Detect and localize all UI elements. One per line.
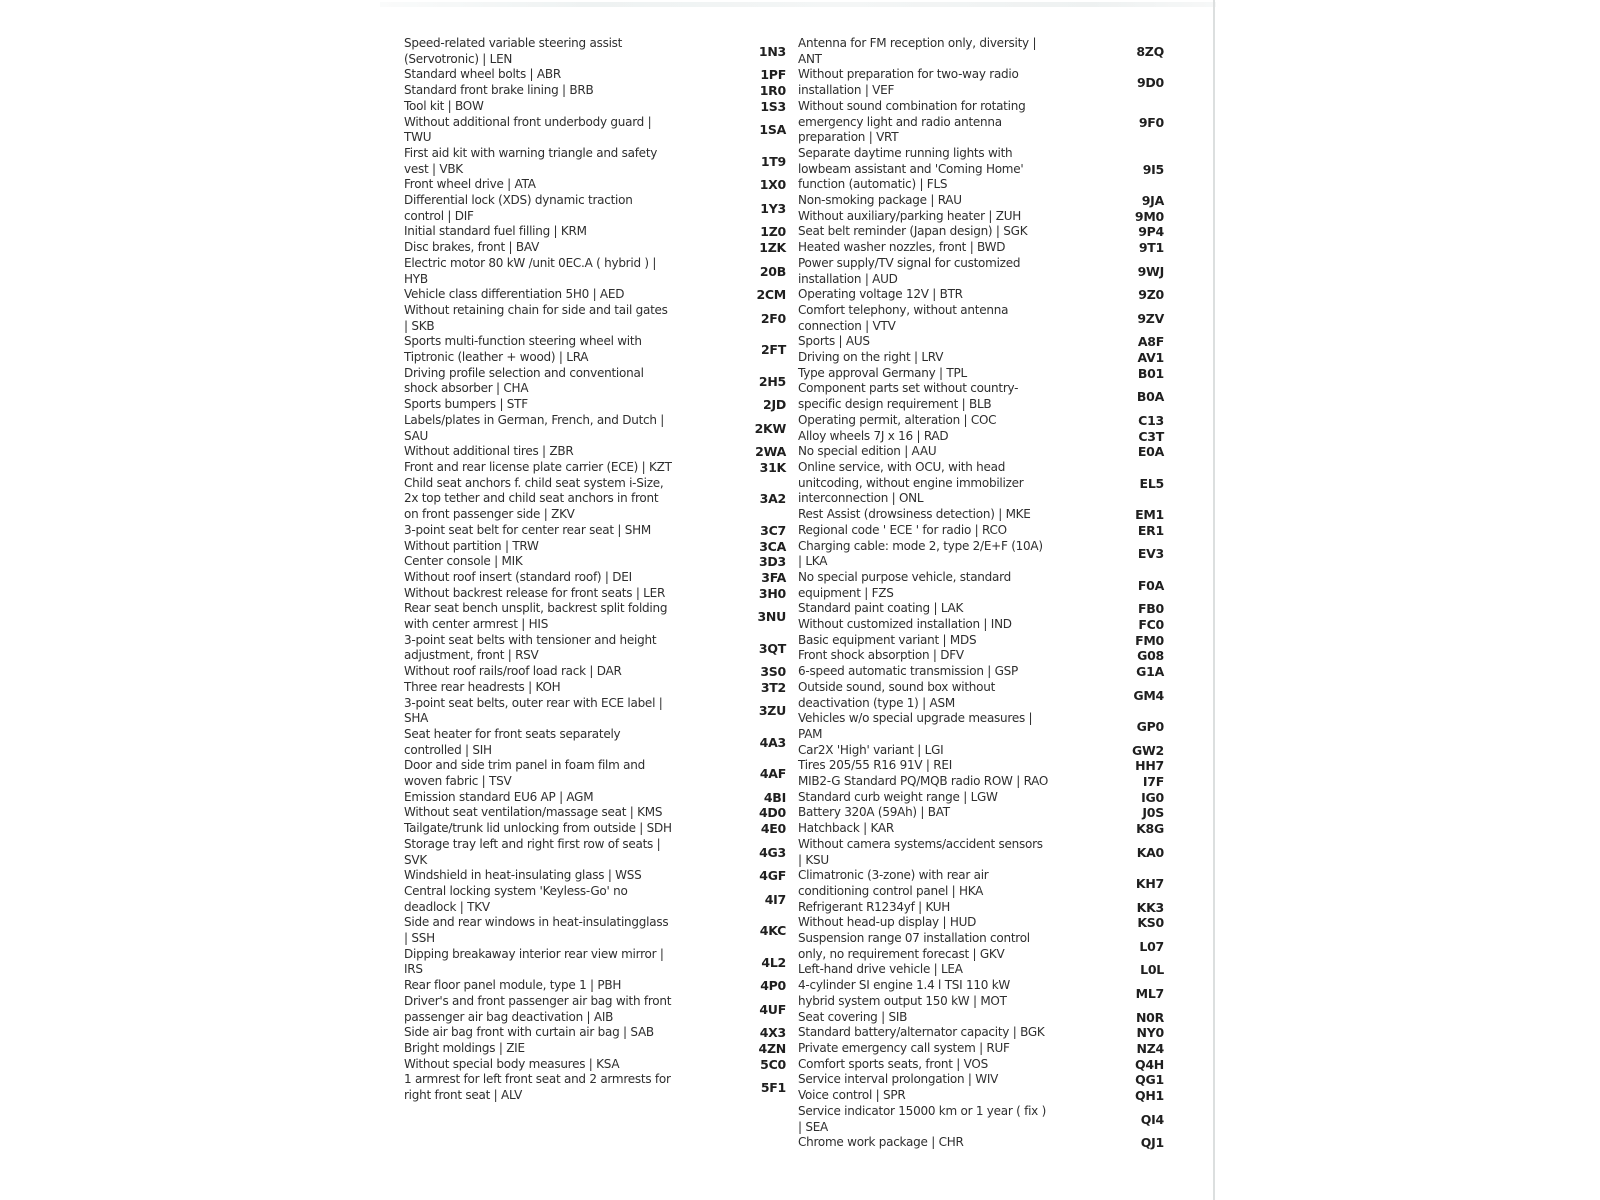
option-code: G08 xyxy=(1137,648,1164,664)
option-description: Sports multi-function steering wheel with Tiptronic (leather + wood) | LRA xyxy=(404,334,642,365)
option-code: I7F xyxy=(1142,774,1164,790)
option-description: 1 armrest for left front seat and 2 armrests for right front seat | ALV xyxy=(404,1072,671,1103)
option-row xyxy=(404,633,786,664)
option-row xyxy=(798,1135,1164,1151)
option-description: Front and rear license plate carrier (ECE) | KZT xyxy=(404,459,672,474)
option-description: Tires 205/55 R16 91V | REI xyxy=(798,758,952,773)
option-code: 4ZN xyxy=(758,1041,786,1056)
option-code: 3H0 xyxy=(758,585,786,601)
option-code: L07 xyxy=(1139,938,1164,954)
option-row xyxy=(798,680,1164,711)
option-description: Service interval prolongation | WIV xyxy=(798,1072,999,1087)
option-description: Initial standard fuel filling | KRM xyxy=(404,224,587,239)
option-description: Front wheel drive | ATA xyxy=(404,177,536,192)
option-description: Separate daytime running lights with lowbeam assistant and 'Coming Home' function (automatic) | FLS xyxy=(798,145,1024,192)
option-row xyxy=(404,1057,786,1073)
option-code: 2WA xyxy=(755,444,786,460)
option-description: MIB2-G Standard PQ/MQB radio ROW | RAO xyxy=(798,774,1049,789)
option-description: Emission standard EU6 AP | AGM xyxy=(404,789,594,804)
option-description: Driving on the right | LRV xyxy=(798,350,944,365)
option-code: 3T2 xyxy=(760,679,786,695)
option-description: Door and side trim panel in foam film and woven fabric | TSV xyxy=(404,758,645,789)
option-description: Battery 320A (59Ah) | BAT xyxy=(798,805,950,820)
option-code: 9WJ xyxy=(1137,263,1164,279)
option-row xyxy=(404,256,786,287)
option-code: N0R xyxy=(1135,1009,1164,1025)
option-description: Operating voltage 12V | BTR xyxy=(798,287,963,302)
option-row xyxy=(798,774,1164,790)
option-description: Without camera systems/accident sensors | KSU xyxy=(798,836,1043,867)
option-code: IG0 xyxy=(1141,789,1164,805)
option-code: FB0 xyxy=(1137,601,1164,617)
option-description: Heated washer nozzles, front | BWD xyxy=(798,240,1006,255)
option-description: Sports | AUS xyxy=(798,334,870,349)
option-row xyxy=(798,931,1164,962)
option-row xyxy=(798,334,1164,350)
option-description: Standard curb weight range | LGW xyxy=(798,789,998,804)
option-code: 9Z0 xyxy=(1138,287,1164,303)
option-row xyxy=(404,790,786,806)
option-code: 4BI xyxy=(763,789,786,805)
option-row xyxy=(404,1041,786,1057)
option-row xyxy=(798,67,1164,98)
option-description: Comfort telephony, without antenna connection | VTV xyxy=(798,302,1009,333)
option-row xyxy=(404,727,786,758)
option-row xyxy=(798,209,1164,225)
option-code: 2FT xyxy=(760,342,786,358)
option-description: Service indicator 15000 km or 1 year ( fix ) | SEA xyxy=(798,1103,1047,1134)
equipment-codes-table-left xyxy=(404,36,786,1104)
option-row xyxy=(798,240,1164,256)
option-code: B0A xyxy=(1136,389,1164,405)
option-code: QG1 xyxy=(1135,1072,1164,1088)
option-code: 1T9 xyxy=(760,153,786,169)
option-row xyxy=(798,444,1164,460)
option-description: Refrigerant R1234yf | KUH xyxy=(798,899,951,914)
option-code: 4D0 xyxy=(758,805,786,821)
option-code: C13 xyxy=(1138,412,1164,428)
option-code: F0A xyxy=(1137,577,1164,593)
option-code: AV1 xyxy=(1137,350,1164,366)
option-description: Suspension range 07 installation control only, no requirement forecast | GKV xyxy=(798,931,1030,961)
option-description: Without additional tires | ZBR xyxy=(404,444,574,459)
option-code: GM4 xyxy=(1133,687,1164,703)
option-row xyxy=(404,554,786,570)
option-code: 1S3 xyxy=(760,98,786,114)
option-description: Component parts set without country-specific design requirement | BLB xyxy=(798,381,1019,412)
option-code: 4L2 xyxy=(761,954,786,970)
option-description: Disc brakes, front | BAV xyxy=(404,240,540,255)
option-code: 2JD xyxy=(763,397,786,413)
option-description: Outside sound, sound box without deactivation (type 1) | ASM xyxy=(798,679,996,710)
option-row xyxy=(798,601,1164,617)
option-code: 20B xyxy=(759,263,786,279)
option-row xyxy=(798,711,1164,742)
option-description: Seat belt reminder (Japan design) | SGK xyxy=(798,224,1028,239)
option-code: 2H5 xyxy=(758,373,786,389)
option-row xyxy=(404,1072,786,1103)
option-description: Without head-up display | HUD xyxy=(798,915,977,930)
scan-artifact-top-edge xyxy=(380,2,1216,7)
option-code: 9T1 xyxy=(1138,240,1164,256)
option-description: Standard front brake lining | BRB xyxy=(404,83,594,98)
option-row xyxy=(798,1057,1164,1073)
option-row xyxy=(404,444,786,460)
option-code: Q4H xyxy=(1134,1056,1164,1072)
option-row xyxy=(798,99,1164,146)
option-code: NY0 xyxy=(1136,1025,1164,1041)
option-description: Without customized installation | IND xyxy=(798,617,1012,632)
option-code: B01 xyxy=(1137,365,1164,381)
option-description: Labels/plates in German, French, and Dutch | SAU xyxy=(404,412,665,443)
option-row xyxy=(404,978,786,994)
option-row xyxy=(404,680,786,696)
option-row xyxy=(798,146,1164,193)
option-row xyxy=(798,900,1164,916)
option-code: 4AF xyxy=(759,766,786,782)
option-code: KA0 xyxy=(1136,844,1164,860)
option-code: 9D0 xyxy=(1136,75,1164,91)
option-description: Child seat anchors f. child seat system i-Size, 2x top tether and child seat anchors in front on front passenger side | ZKV xyxy=(404,475,664,522)
option-description: Three rear headrests | KOH xyxy=(404,679,561,694)
option-description: Storage tray left and right first row of seats | SVK xyxy=(404,836,661,867)
option-code: 9P4 xyxy=(1138,224,1164,240)
option-code: 4UF xyxy=(759,1001,786,1017)
option-code: 4P0 xyxy=(760,978,786,994)
option-row xyxy=(798,570,1164,601)
option-description: Tool kit | BOW xyxy=(404,98,484,113)
option-description: Standard battery/alternator capacity | BGK xyxy=(798,1025,1045,1040)
option-description: Seat covering | SIB xyxy=(798,1009,908,1024)
option-description: Car2X 'High' variant | LGI xyxy=(798,742,944,757)
option-code: ER1 xyxy=(1137,522,1164,538)
option-code: EV3 xyxy=(1137,546,1164,562)
option-row xyxy=(798,648,1164,664)
option-description: Windshield in heat-insulating glass | WSS xyxy=(404,868,642,883)
option-description: Climatronic (3-zone) with rear air conditioning control panel | HKA xyxy=(798,868,989,898)
option-row xyxy=(798,743,1164,759)
option-code: GP0 xyxy=(1136,719,1164,735)
option-code: 1SA xyxy=(759,122,786,138)
option-row xyxy=(798,617,1164,633)
option-row xyxy=(404,177,786,193)
option-code: 9ZV xyxy=(1137,310,1164,326)
option-code: 3FA xyxy=(761,569,786,585)
option-code: 5F1 xyxy=(760,1080,786,1096)
option-row xyxy=(798,36,1164,67)
option-row xyxy=(404,67,786,83)
option-code: 2CM xyxy=(756,287,786,303)
option-row xyxy=(798,962,1164,978)
option-description: Left-hand drive vehicle | LEA xyxy=(798,962,963,977)
option-description: Electric motor 80 kW /unit 0EC.A ( hybrid ) | HYB xyxy=(404,255,657,286)
option-description: Voice control | SPR xyxy=(798,1088,906,1103)
option-row xyxy=(404,83,786,99)
option-code: 1N3 xyxy=(758,43,786,59)
option-row xyxy=(404,413,786,444)
option-code: 5C0 xyxy=(760,1056,786,1072)
option-code: 4E0 xyxy=(760,821,786,837)
option-row xyxy=(798,1072,1164,1088)
option-description: Speed-related variable steering assist (Servotronic) | LEN xyxy=(404,36,623,66)
option-code: 2KW xyxy=(754,420,786,436)
option-description: Alloy wheels 7J x 16 | RAD xyxy=(798,428,949,443)
option-code: 3A2 xyxy=(759,491,786,507)
equipment-codes-table-right xyxy=(798,36,1164,1151)
option-description: Front shock absorption | DFV xyxy=(798,648,964,663)
option-row xyxy=(404,805,786,821)
option-row xyxy=(798,1025,1164,1041)
option-description: Without roof rails/roof load rack | DAR xyxy=(404,664,622,679)
option-row xyxy=(798,837,1164,868)
option-code: 1X0 xyxy=(759,177,786,193)
option-row xyxy=(798,413,1164,429)
option-code: 4A3 xyxy=(759,734,786,750)
option-row xyxy=(798,1088,1164,1104)
option-description: Dipping breakaway interior rear view mirror | IRS xyxy=(404,946,664,977)
option-row xyxy=(404,994,786,1025)
option-description: Private emergency call system | RUF xyxy=(798,1041,1010,1055)
option-description: Comfort sports seats, front | VOS xyxy=(798,1056,988,1071)
option-description: First aid kit with warning triangle and safety vest | VBK xyxy=(404,145,658,176)
option-code: 1ZK xyxy=(759,240,786,256)
option-code: 9I5 xyxy=(1142,161,1164,177)
option-row xyxy=(404,664,786,680)
option-code: E0A xyxy=(1137,444,1164,460)
option-row xyxy=(404,884,786,915)
option-description: Without roof insert (standard roof) | DEI xyxy=(404,569,632,584)
option-code: NZ4 xyxy=(1136,1041,1164,1056)
option-code: J0S xyxy=(1142,805,1164,821)
option-description: 6-speed automatic transmission | GSP xyxy=(798,664,1019,679)
option-description: Central locking system 'Keyless-Go' no deadlock | TKV xyxy=(404,883,628,914)
option-description: Without sound combination for rotating emergency light and radio antenna preparation | VRT xyxy=(798,98,1026,145)
option-row xyxy=(798,287,1164,303)
option-row xyxy=(404,837,786,868)
option-code: GW2 xyxy=(1132,742,1164,758)
option-description: Seat heater for front seats separately controlled | SIH xyxy=(404,726,621,757)
option-row xyxy=(404,601,786,632)
option-description: Basic equipment variant | MDS xyxy=(798,632,977,647)
option-code: 1Z0 xyxy=(760,224,786,240)
option-code: 3NU xyxy=(757,609,786,625)
option-row xyxy=(798,868,1164,899)
option-row xyxy=(798,978,1164,1009)
option-row xyxy=(798,1010,1164,1026)
option-code: HH7 xyxy=(1135,758,1164,774)
option-code: K8G xyxy=(1136,821,1164,837)
option-description: Vehicles w/o special upgrade measures | PAM xyxy=(798,711,1033,741)
option-description: Rear seat bench unsplit, backrest split folding with center armrest | HIS xyxy=(404,601,668,632)
option-row xyxy=(404,366,786,397)
option-description: Sports bumpers | STF xyxy=(404,397,528,412)
option-row xyxy=(798,633,1164,649)
option-description: 3-point seat belts, outer rear with ECE label | SHA xyxy=(404,695,663,726)
option-row xyxy=(798,429,1164,445)
option-description: 3-point seat belt for center rear seat | SHM xyxy=(404,522,651,537)
option-row xyxy=(404,523,786,539)
option-description: Rest Assist (drowsiness detection) | MKE xyxy=(798,507,1031,522)
option-row xyxy=(404,334,786,365)
option-row xyxy=(798,350,1164,366)
option-code: 3ZU xyxy=(758,703,786,719)
option-description: Rear floor panel module, type 1 | PBH xyxy=(404,978,622,993)
option-description: Without retaining chain for side and tail gates | SKB xyxy=(404,302,668,333)
option-description: Hatchback | KAR xyxy=(798,821,894,836)
option-code: 2F0 xyxy=(760,310,786,326)
option-description: Vehicle class differentiation 5H0 | AED xyxy=(404,287,625,302)
option-row xyxy=(798,193,1164,209)
option-row xyxy=(404,539,786,555)
option-code: QI4 xyxy=(1140,1111,1164,1127)
option-code: 31K xyxy=(759,459,786,475)
option-description: Without backrest release for front seats | LER xyxy=(404,585,666,600)
option-description: Without auxiliary/parking heater | ZUH xyxy=(798,208,1021,223)
option-row xyxy=(404,758,786,789)
option-row xyxy=(798,805,1164,821)
option-row xyxy=(404,287,786,303)
option-row xyxy=(404,115,786,146)
option-description: Differential lock (XDS) dynamic traction control | DIF xyxy=(404,193,633,223)
option-row xyxy=(404,99,786,115)
option-description: Operating permit, alteration | COC xyxy=(798,412,997,427)
option-row xyxy=(404,146,786,177)
option-description: Without seat ventilation/massage seat | KMS xyxy=(404,805,663,820)
option-row xyxy=(404,947,786,978)
option-row xyxy=(798,256,1164,287)
option-code: 1Y3 xyxy=(760,200,786,216)
option-description: Side air bag front with curtain air bag | SAB xyxy=(404,1025,654,1040)
option-description: No special edition | AAU xyxy=(798,444,937,459)
option-row xyxy=(798,523,1164,539)
option-description: Without special body measures | KSA xyxy=(404,1056,620,1071)
option-row xyxy=(798,821,1164,837)
option-code: A8F xyxy=(1137,334,1164,350)
option-row xyxy=(798,758,1164,774)
option-row xyxy=(404,476,786,523)
option-row xyxy=(798,1041,1164,1057)
option-code: 4GF xyxy=(759,868,786,884)
option-code: 4G3 xyxy=(759,844,786,860)
option-row xyxy=(404,460,786,476)
option-row xyxy=(798,303,1164,334)
option-row xyxy=(404,915,786,946)
option-row xyxy=(404,193,786,224)
option-row xyxy=(798,366,1164,382)
option-code: 9M0 xyxy=(1134,208,1164,224)
option-code: 3C7 xyxy=(760,522,786,538)
option-code: ML7 xyxy=(1135,986,1164,1002)
option-description: Without additional front underbody guard | TWU xyxy=(404,114,652,145)
option-code: 3CA xyxy=(759,538,786,554)
option-code: 9JA xyxy=(1141,193,1164,209)
option-description: Non-smoking package | RAU xyxy=(798,193,962,208)
option-row xyxy=(404,224,786,240)
option-row xyxy=(798,539,1164,570)
option-row xyxy=(404,1025,786,1041)
option-row xyxy=(798,664,1164,680)
option-row xyxy=(798,915,1164,931)
option-row xyxy=(404,696,786,727)
option-description: Side and rear windows in heat-insulatingglass | SSH xyxy=(404,915,669,946)
option-row xyxy=(798,460,1164,507)
option-description: Charging cable: mode 2, type 2/E+F (10A) | LKA xyxy=(798,538,1043,569)
option-description: No special purpose vehicle, standard equipment | FZS xyxy=(798,569,1011,600)
option-code: KS0 xyxy=(1137,915,1164,931)
option-code: EM1 xyxy=(1135,507,1164,523)
option-row xyxy=(798,1104,1164,1135)
option-description: Tailgate/trunk lid unlocking from outside | SDH xyxy=(404,821,672,836)
option-row xyxy=(404,570,786,586)
option-code: 4KC xyxy=(759,923,786,939)
option-row xyxy=(404,303,786,334)
option-code: C3T xyxy=(1138,428,1164,444)
option-row xyxy=(798,790,1164,806)
option-code: KK3 xyxy=(1136,899,1164,915)
option-code: 3S0 xyxy=(760,664,786,680)
option-row xyxy=(798,224,1164,240)
option-row xyxy=(404,821,786,837)
option-code: KH7 xyxy=(1135,876,1164,892)
option-code: 4X3 xyxy=(759,1025,786,1041)
option-code: 1PF xyxy=(760,67,786,83)
option-description: Center console | MIK xyxy=(404,554,523,569)
option-code: 4I7 xyxy=(764,891,786,907)
option-code: QJ1 xyxy=(1140,1135,1164,1151)
option-description: Regional code ' ECE ' for radio | RCO xyxy=(798,522,1007,537)
option-description: Bright moldings | ZIE xyxy=(404,1041,525,1055)
option-code: L0L xyxy=(1140,962,1164,978)
option-description: Type approval Germany | TPL xyxy=(798,365,967,380)
option-code: 3D3 xyxy=(758,554,786,570)
option-code: FM0 xyxy=(1135,632,1164,648)
option-code: 8ZQ xyxy=(1136,43,1164,59)
option-code: 3QT xyxy=(758,640,786,656)
scan-artifact-page-edge xyxy=(1213,0,1215,1200)
option-description: Antenna for FM reception only, diversity | ANT xyxy=(798,36,1037,66)
option-code: G1A xyxy=(1136,664,1164,680)
option-row xyxy=(798,381,1164,412)
option-row xyxy=(404,240,786,256)
option-description: Chrome work package | CHR xyxy=(798,1135,964,1150)
option-code: 1R0 xyxy=(759,83,786,99)
option-code: EL5 xyxy=(1139,475,1164,491)
option-description: Without preparation for two-way radio installation | VEF xyxy=(798,67,1019,98)
option-row xyxy=(404,397,786,413)
option-description: Standard paint coating | LAK xyxy=(798,601,964,616)
option-row xyxy=(404,36,786,67)
option-code: QH1 xyxy=(1134,1088,1164,1104)
option-row xyxy=(404,868,786,884)
option-description: Driver's and front passenger air bag with front passenger air bag deactivation | AIB xyxy=(404,993,672,1024)
option-description: Without partition | TRW xyxy=(404,538,539,553)
option-description: 4-cylinder SI engine 1.4 l TSI 110 kW hybrid system output 150 kW | MOT xyxy=(798,978,1011,1008)
option-description: Online service, with OCU, with head unitcoding, without engine immobilizer interconnection | ONL xyxy=(798,459,1024,506)
option-description: Standard wheel bolts | ABR xyxy=(404,67,561,82)
option-row xyxy=(798,507,1164,523)
option-row xyxy=(404,586,786,602)
option-code: 9F0 xyxy=(1138,114,1164,130)
option-description: 3-point seat belts with tensioner and height adjustment, front | RSV xyxy=(404,632,657,663)
option-description: Power supply/TV signal for customized installation | AUD xyxy=(798,255,1021,286)
option-description: Driving profile selection and conventional shock absorber | CHA xyxy=(404,365,644,396)
option-code: FC0 xyxy=(1138,617,1164,633)
